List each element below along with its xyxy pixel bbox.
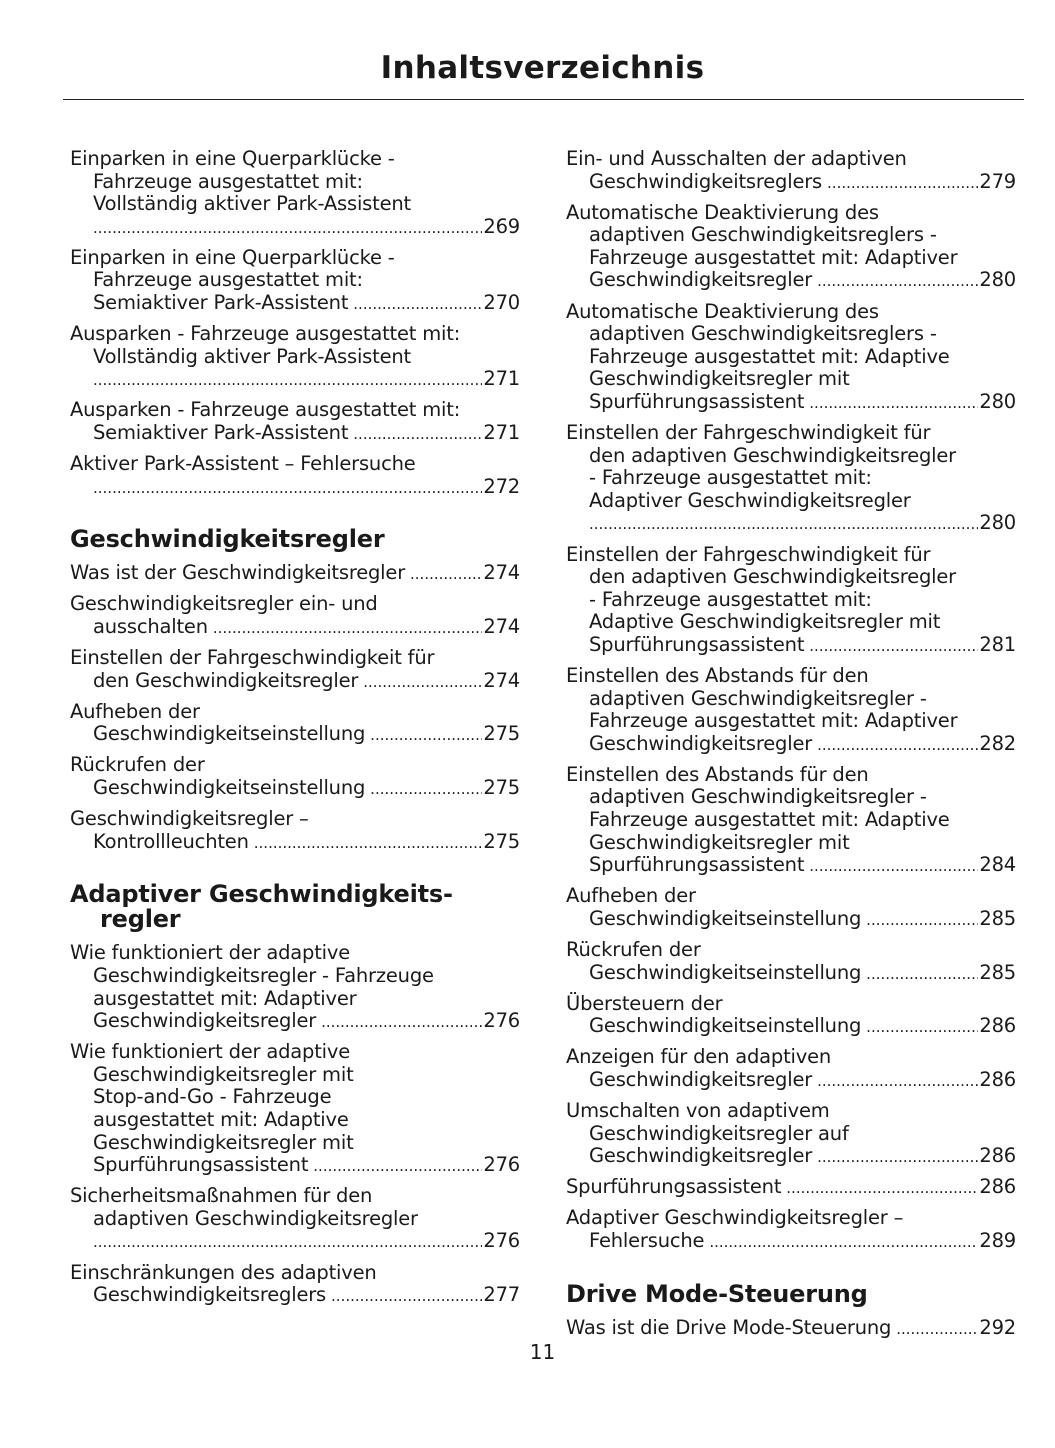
toc-entry-line: Sicherheitsmaßnahmen für den [70, 1184, 373, 1208]
toc-page-number[interactable]: 280 [979, 511, 1016, 535]
toc-entry-last-line [70, 292, 520, 316]
toc-entry-line: adaptiven Geschwindigkeitsreglers - [589, 322, 937, 346]
dot-leader [809, 855, 978, 878]
toc-entry-line: Adaptive Geschwindigkeitsregler mit [589, 610, 941, 634]
toc-entry[interactable] [566, 148, 1016, 194]
toc-entry-text: Geschwindigkeitseinstellung [589, 906, 862, 930]
section-heading-adaptive-cruise-control [70, 882, 520, 932]
toc-entry-line: Einstellen des Abstands für den [566, 663, 869, 687]
toc-entry-last-line [70, 777, 520, 801]
toc-entry[interactable] [70, 1262, 520, 1308]
page-title: Inhaltsverzeichnis [380, 50, 705, 86]
toc-entry-line: Einstellen der Fahrgeschwindigkeit für [70, 646, 435, 670]
dot-leader [93, 369, 482, 392]
toc-entry-line: Geschwindigkeitsregler – [70, 807, 309, 831]
dot-leader [363, 671, 482, 694]
toc-entry[interactable] [70, 562, 520, 586]
toc-entry[interactable] [566, 1100, 1016, 1169]
toc-entry-line: Geschwindigkeitsregler mit [589, 367, 850, 391]
toc-page-number[interactable]: 280 [979, 389, 1016, 413]
toc-column-left [70, 148, 520, 1315]
toc-page-number[interactable]: 281 [979, 632, 1016, 656]
toc-entry-line: ausgestattet mit: Adaptive [93, 1108, 349, 1131]
toc-entry-line: Fahrzeuge ausgestattet mit: Adaptiver [589, 709, 958, 733]
toc-entry-text: Geschwindigkeitseinstellung [93, 776, 366, 800]
page-number: 11 [529, 1340, 556, 1364]
toc-entry-line: Ausparken - Fahrzeuge ausgestattet mit: [70, 322, 461, 346]
toc-entry-line: Einschränkungen des adaptiven [70, 1260, 377, 1284]
toc-page-number[interactable]: 271 [483, 421, 520, 445]
dot-leader [809, 635, 978, 658]
toc-entry[interactable] [566, 422, 1016, 536]
toc-entry-last-line [566, 391, 1016, 415]
dot-leader [93, 1231, 482, 1254]
toc-entry-text: Spurführungsassistent [589, 389, 805, 413]
section-heading-drive-mode: Drive Mode-Steuerung [566, 1279, 868, 1308]
toc-entry-line: Geschwindigkeitsregler mit [93, 1130, 354, 1154]
toc-page-number[interactable]: 276 [483, 1153, 520, 1177]
toc-entry-last-line [70, 1154, 520, 1178]
dot-leader [896, 1318, 978, 1341]
toc-entry-line: Ein- und Ausschalten der adaptiven [566, 147, 907, 170]
toc-entry-text: Was ist der Geschwindigkeitsregler [70, 561, 406, 585]
toc-entry-line: adaptiven Geschwindigkeitsregler [93, 1206, 418, 1230]
toc-entry[interactable] [566, 544, 1016, 658]
toc-page-number[interactable]: 284 [979, 853, 1016, 877]
toc-entry[interactable] [566, 1317, 1016, 1341]
toc-entry-text: Geschwindigkeitsregler [589, 731, 813, 755]
dot-leader [786, 1177, 978, 1200]
toc-entry-last-line [70, 831, 520, 855]
dot-leader [93, 477, 482, 500]
toc-page-number[interactable]: 271 [483, 367, 520, 391]
toc-entry-line: Geschwindigkeitsregler - Fahrzeuge [93, 963, 434, 987]
toc-entry[interactable] [566, 301, 1016, 415]
toc-entry-text: Semiaktiver Park-Assistent [93, 421, 349, 445]
dot-leader [809, 392, 978, 415]
toc-entry-last-line [566, 1176, 1016, 1200]
toc-entry[interactable] [70, 1041, 520, 1178]
toc-page-number[interactable]: 274 [483, 615, 520, 638]
toc-page-number[interactable]: 272 [483, 474, 520, 498]
toc-entry-last-line [566, 854, 1016, 878]
toc-entry-line: - Fahrzeuge ausgestattet mit: [589, 587, 872, 611]
toc-page-number[interactable]: 285 [979, 960, 1016, 984]
toc-entry-line: Fahrzeuge ausgestattet mit: [93, 169, 363, 193]
toc-entry[interactable] [70, 593, 520, 639]
toc-page-number[interactable]: 282 [979, 731, 1016, 755]
dot-leader [866, 909, 978, 932]
dot-leader [817, 270, 978, 293]
toc-entry-last-line [566, 1069, 1016, 1093]
toc-page-number[interactable]: 275 [483, 829, 520, 853]
toc-entry-text: Geschwindigkeitsreglers [93, 1283, 327, 1307]
toc-entry-line: Aufheben der [70, 699, 200, 723]
toc-entry[interactable] [566, 1046, 1016, 1092]
dot-leader [817, 734, 978, 757]
dot-leader [589, 513, 978, 536]
toc-entry[interactable] [70, 647, 520, 693]
title-divider [63, 99, 1024, 100]
dot-leader [410, 563, 482, 586]
toc-entry-line: ausgestattet mit: Adaptiver [93, 986, 357, 1010]
toc-entry-line: Fahrzeuge ausgestattet mit: Adaptive [589, 808, 950, 832]
toc-entry-text: Geschwindigkeitsregler [589, 268, 813, 292]
toc-page-number[interactable]: 274 [483, 561, 520, 585]
toc-entry-text: den Geschwindigkeitsregler [93, 668, 359, 692]
dot-leader [370, 724, 482, 747]
toc-page-number[interactable]: 286 [979, 1175, 1016, 1199]
dot-leader [213, 617, 482, 640]
dot-leader [817, 1070, 978, 1093]
toc-page-number[interactable]: 277 [483, 1283, 520, 1307]
toc-page-number[interactable]: 275 [483, 776, 520, 800]
toc-entry-last-line [70, 670, 520, 694]
dot-leader [321, 1011, 482, 1034]
toc-entry-line: Geschwindigkeitsregler mit [93, 1062, 354, 1086]
toc-entry-line: den adaptiven Geschwindigkeitsregler [589, 565, 957, 589]
toc-page-number[interactable]: 270 [483, 291, 520, 315]
toc-entry-last-line [70, 1230, 520, 1254]
toc-entry[interactable] [566, 939, 1016, 985]
toc-entry-line: den adaptiven Geschwindigkeitsregler [589, 443, 957, 467]
toc-page-number[interactable]: 275 [483, 722, 520, 746]
toc-entry-line: Vollständig aktiver Park-Assistent [93, 344, 411, 368]
toc-entry-text: Geschwindigkeitsreglers [589, 169, 823, 193]
dot-leader [353, 423, 482, 446]
toc-page-number[interactable]: 274 [483, 668, 520, 692]
toc-entry-line: Einparken in eine Querparklücke - [70, 147, 395, 170]
dot-leader [817, 1146, 978, 1169]
toc-page-number[interactable]: 286 [979, 1014, 1016, 1038]
section-heading-line: Adaptiver Geschwindigkeits- [70, 880, 453, 909]
toc-entry-line: Rückrufen der [566, 938, 701, 961]
dot-leader [827, 172, 978, 195]
toc-entry-line: Geschwindigkeitsregler ein- und [70, 592, 378, 616]
dot-leader [866, 963, 978, 986]
toc-entry-text: Was ist die Drive Mode-Steuerung [566, 1315, 892, 1339]
toc-entry-text: Spurführungsassistent [589, 632, 805, 656]
toc-group [566, 1317, 1016, 1341]
toc-entry-line: - Fahrzeuge ausgestattet mit: [589, 466, 872, 490]
toc-group [70, 148, 520, 499]
toc-entry-last-line [70, 1284, 520, 1308]
toc-page-number[interactable]: 292 [979, 1315, 1016, 1339]
toc-page-number[interactable]: 280 [979, 268, 1016, 292]
toc-entry-line: Einstellen der Fahrgeschwindigkeit für [566, 542, 931, 566]
section-heading-cruise-control: Geschwindigkeitsregler [70, 525, 385, 554]
toc-entry[interactable] [566, 665, 1016, 756]
toc-entry[interactable] [566, 202, 1016, 293]
toc-entry-line: Stop-and-Go - Fahrzeuge [93, 1085, 332, 1109]
toc-entry-last-line [566, 1145, 1016, 1169]
toc-entry[interactable] [566, 764, 1016, 878]
toc-entry-line: Automatische Deaktivierung des [566, 299, 879, 323]
toc-entry[interactable] [70, 808, 520, 854]
toc-entry-line: adaptiven Geschwindigkeitsregler - [589, 785, 927, 809]
toc-entry-text: Spurführungsassistent [589, 853, 805, 877]
toc-entry-text: Geschwindigkeitseinstellung [589, 960, 862, 984]
toc-entry[interactable] [70, 754, 520, 800]
toc-entry-line: Automatische Deaktivierung des [566, 200, 879, 224]
toc-entry-line: Vollständig aktiver Park-Assistent [93, 192, 411, 216]
toc-entry-line: Aktiver Park-Assistent – Fehlersuche [70, 452, 416, 476]
dot-leader [331, 1285, 482, 1308]
toc-entry-line: Übersteuern der [566, 991, 723, 1015]
toc-column-right [566, 148, 1016, 1348]
toc-entry-text: Kontrollleuchten [93, 829, 249, 853]
toc-entry-line: Einstellen der Fahrgeschwindigkeit für [566, 421, 931, 445]
toc-entry-last-line [70, 1010, 520, 1034]
toc-entry-last-line [70, 562, 520, 586]
toc-entry-line: Rückrufen der [70, 753, 205, 777]
toc-entry-line: Wie funktioniert der adaptive [70, 941, 351, 965]
toc-entry-line: Umschalten von adaptivem [566, 1099, 830, 1123]
toc-entry-text: Semiaktiver Park-Assistent [93, 291, 349, 315]
toc-entry-text: Spurführungsassistent [566, 1175, 782, 1199]
toc-entry-text: Geschwindigkeitsregler [589, 1144, 813, 1168]
dot-leader [866, 1016, 978, 1039]
toc-entry[interactable] [70, 148, 520, 239]
toc-entry-text: Geschwindigkeitseinstellung [93, 722, 366, 746]
toc-entry-line: Fahrzeuge ausgestattet mit: [93, 268, 363, 292]
dot-leader [93, 217, 482, 240]
toc-entry-last-line [70, 723, 520, 747]
toc-entry-last-line [70, 216, 520, 240]
toc-entry-line: Einstellen des Abstands für den [566, 762, 869, 786]
toc-entry-last-line [70, 476, 520, 500]
toc-page-number[interactable]: 285 [979, 906, 1016, 930]
toc-page-number[interactable]: 286 [979, 1067, 1016, 1091]
toc-entry-last-line [566, 634, 1016, 658]
dot-leader [709, 1231, 978, 1254]
toc-entry-line: adaptiven Geschwindigkeitsreglers - [589, 223, 937, 247]
dot-leader [353, 293, 482, 316]
toc-entry-text: Geschwindigkeitseinstellung [589, 1014, 862, 1038]
toc-entry-line: Wie funktioniert der adaptive [70, 1040, 351, 1064]
toc-page-number[interactable]: 286 [979, 1144, 1016, 1168]
toc-page-number[interactable]: 276 [483, 1009, 520, 1033]
toc-group [70, 942, 520, 1307]
toc-page-number[interactable]: 276 [483, 1229, 520, 1253]
toc-entry-text: Geschwindigkeitsregler [589, 1067, 813, 1091]
toc-entry[interactable] [70, 323, 520, 392]
toc-entry-last-line [566, 512, 1016, 536]
toc-entry-last-line [566, 1230, 1016, 1254]
toc-entry-text: Fehlersuche [589, 1229, 705, 1253]
toc-entry[interactable] [70, 942, 520, 1033]
toc-entry-text: Geschwindigkeitsregler [93, 1009, 317, 1033]
dot-leader [313, 1155, 482, 1178]
toc-entry[interactable] [70, 453, 520, 499]
toc-entry-last-line [566, 269, 1016, 293]
toc-entry[interactable] [70, 247, 520, 316]
toc-entry-line: Adaptiver Geschwindigkeitsregler – [566, 1206, 904, 1230]
section-heading-line: regler [100, 905, 181, 934]
toc-entry-line: Anzeigen für den adaptiven [566, 1045, 832, 1069]
toc-entry[interactable] [566, 1207, 1016, 1253]
toc-group [566, 148, 1016, 1254]
toc-entry-line: Geschwindigkeitsregler mit [589, 830, 850, 854]
toc-entry[interactable] [70, 1185, 520, 1254]
toc-page-number[interactable]: 279 [979, 169, 1016, 193]
toc-entry-last-line [566, 1317, 1016, 1341]
toc-entry[interactable] [566, 993, 1016, 1039]
toc-entry-line: Geschwindigkeitsregler auf [589, 1121, 849, 1145]
dot-leader [254, 832, 483, 855]
toc-entry-line: Fahrzeuge ausgestattet mit: Adaptive [589, 344, 950, 368]
toc-entry-last-line [566, 733, 1016, 757]
toc-entry[interactable] [566, 1176, 1016, 1200]
toc-entry-last-line [566, 908, 1016, 932]
toc-entry-line: Einparken in eine Querparklücke - [70, 245, 395, 269]
toc-entry-text: ausschalten [93, 615, 208, 638]
toc-entry-last-line [70, 368, 520, 392]
toc-entry-line: adaptiven Geschwindigkeitsregler - [589, 686, 927, 710]
dot-leader [370, 778, 482, 801]
toc-entry-line: Ausparken - Fahrzeuge ausgestattet mit: [70, 398, 461, 422]
toc-entry[interactable] [566, 885, 1016, 931]
toc-entry-line: Fahrzeuge ausgestattet mit: Adaptiver [589, 245, 958, 269]
toc-entry-last-line [70, 616, 520, 640]
toc-entry-text: Spurführungsassistent [93, 1153, 309, 1177]
toc-entry[interactable] [70, 701, 520, 747]
toc-entry-last-line [566, 962, 1016, 986]
toc-entry-last-line [566, 1015, 1016, 1039]
toc-group [70, 562, 520, 854]
toc-page-number[interactable]: 269 [483, 214, 520, 238]
toc-entry-last-line [566, 171, 1016, 195]
toc-entry-line: Adaptiver Geschwindigkeitsregler [589, 488, 911, 512]
toc-page-number[interactable]: 289 [979, 1229, 1016, 1253]
toc-entry-line: Aufheben der [566, 884, 696, 908]
toc-entry-last-line [70, 422, 520, 446]
toc-entry[interactable] [70, 399, 520, 445]
